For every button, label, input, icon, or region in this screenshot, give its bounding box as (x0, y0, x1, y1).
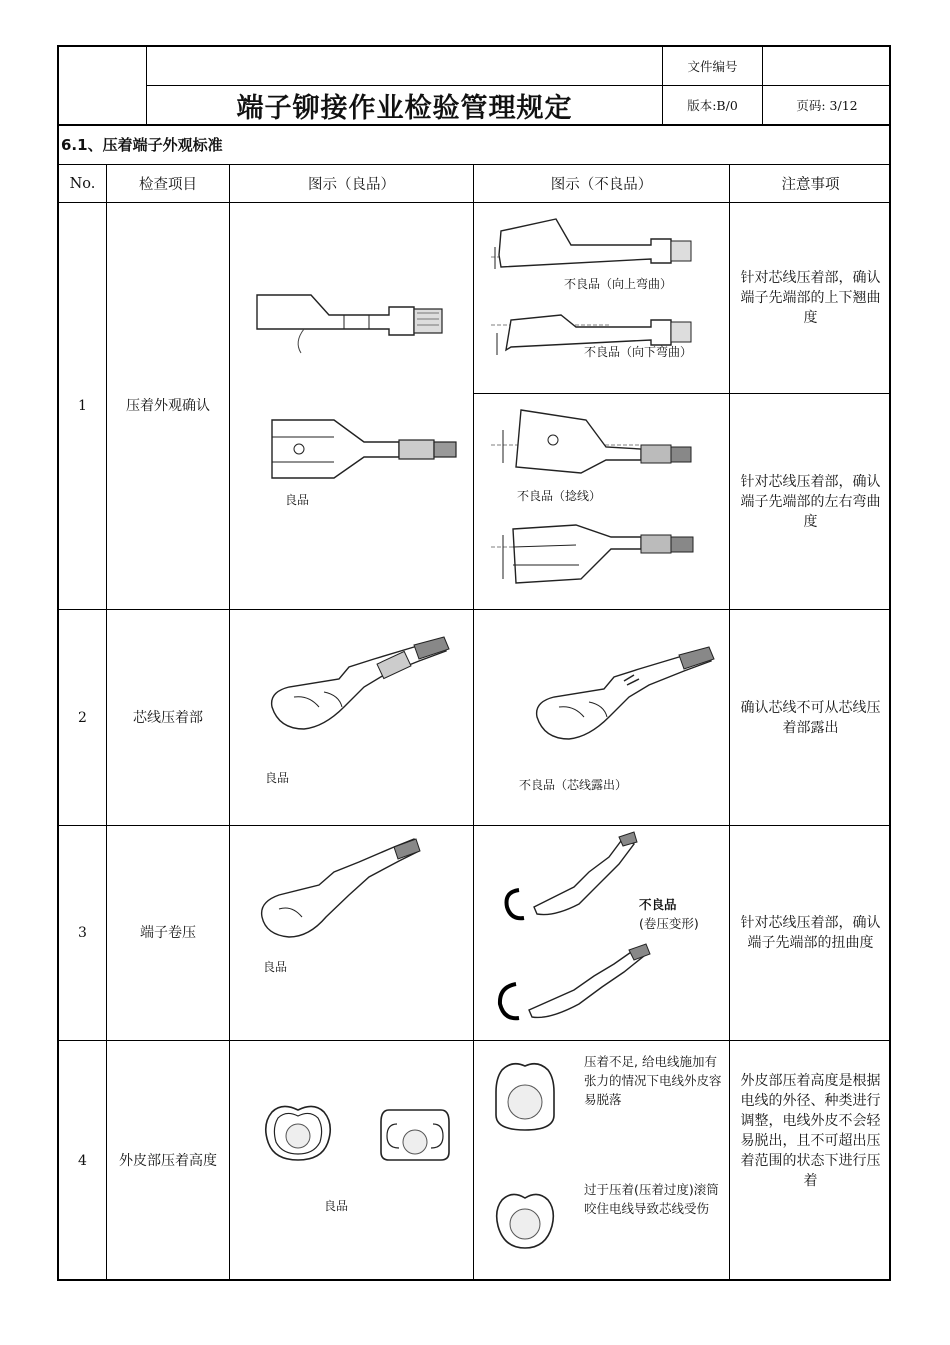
row3-good-image (254, 837, 424, 947)
row4-good-caption: 良品 (324, 1199, 349, 1213)
row3-bad-image-2 (494, 942, 654, 1032)
row1-bad-caption-down: 不良品（向下弯曲） (584, 345, 693, 359)
document-title: 端子铆接作业检验管理规定 (236, 92, 573, 124)
row1-no: 1 (78, 398, 87, 414)
row3-good-caption: 良品 (263, 960, 288, 974)
inspection-sheet (57, 45, 891, 1281)
row4-no: 4 (78, 1153, 87, 1169)
row3-bad-caption-2: (卷压变形) (639, 916, 699, 931)
row3-no: 3 (78, 925, 87, 941)
row1-good-caption: 良品 (285, 493, 310, 507)
row1-note-2: 针对芯线压着部，确认端子先端部的左右弯曲度 (740, 473, 881, 530)
row4-good-crimp-section-image-2 (379, 1102, 451, 1164)
doc-no-label: 文件编号 (687, 59, 738, 74)
row1-bad-caption-up: 不良品（向上弯曲） (564, 277, 673, 291)
row1-good-side-view-image (249, 287, 449, 357)
row1-bad-twist-image-1 (491, 405, 701, 480)
row4-bad-excessive-image (494, 1190, 556, 1252)
row1-good-top-view-image (264, 412, 464, 487)
page-number: 页码: 3/12 (796, 98, 858, 113)
col-header-good: 图示（良品） (308, 177, 395, 193)
row4-good-crimp-section-image-1 (262, 1102, 334, 1164)
col-header-bad: 图示（不良品） (550, 177, 653, 193)
col-header-notes: 注意事项 (781, 177, 840, 193)
row3-bad-caption-1: 不良品 (639, 897, 677, 912)
row2-bad-caption: 不良品（芯线露出） (519, 778, 628, 792)
row1-bad-bend-up-image (491, 217, 691, 277)
row3-note: 针对芯线压着部，确认端子先端部的扭曲度 (740, 915, 881, 951)
col-header-no: No. (69, 175, 96, 192)
row3-item: 端子卷压 (140, 925, 196, 941)
row4-note: 外皮部压着高度是根据电线的外径、种类进行调整，电线外皮不会轻易脱出，且不可超出压着范围的状态下进行压着 (740, 1073, 881, 1189)
version-label: 版本:B/0 (687, 98, 738, 113)
col-header-item: 检查项目 (139, 177, 197, 193)
row2-no: 2 (78, 709, 87, 726)
row4-bad-text-1: 压着不足, 给电线施加有张力的情况下电线外皮容易脱落 (584, 1054, 722, 1107)
row2-note: 确认芯线不可从芯线压着部露出 (740, 699, 881, 736)
row1-item: 压着外观确认 (126, 398, 210, 414)
section-title: 6.1、压着端子外观标准 (61, 136, 223, 154)
row4-bad-text-2: 过于压着(压着过度)滚筒咬住电线导致芯线受伤 (584, 1182, 719, 1216)
row1-bad-twist-image-2 (491, 517, 701, 592)
row3-bad-image-1 (499, 832, 649, 932)
row1-note-1: 针对芯线压着部，确认端子先端部的上下翘曲度 (740, 270, 881, 326)
row2-bad-image (529, 647, 719, 752)
row1-bad-caption-twist: 不良品（捻线） (517, 489, 602, 503)
row4-item: 外皮部压着高度 (119, 1153, 217, 1169)
row2-item: 芯线压着部 (133, 709, 203, 726)
row2-good-image (264, 637, 454, 742)
row4-bad-insufficient-image (494, 1060, 556, 1135)
doc-no-value (763, 47, 891, 85)
row2-good-caption: 良品 (265, 771, 290, 785)
